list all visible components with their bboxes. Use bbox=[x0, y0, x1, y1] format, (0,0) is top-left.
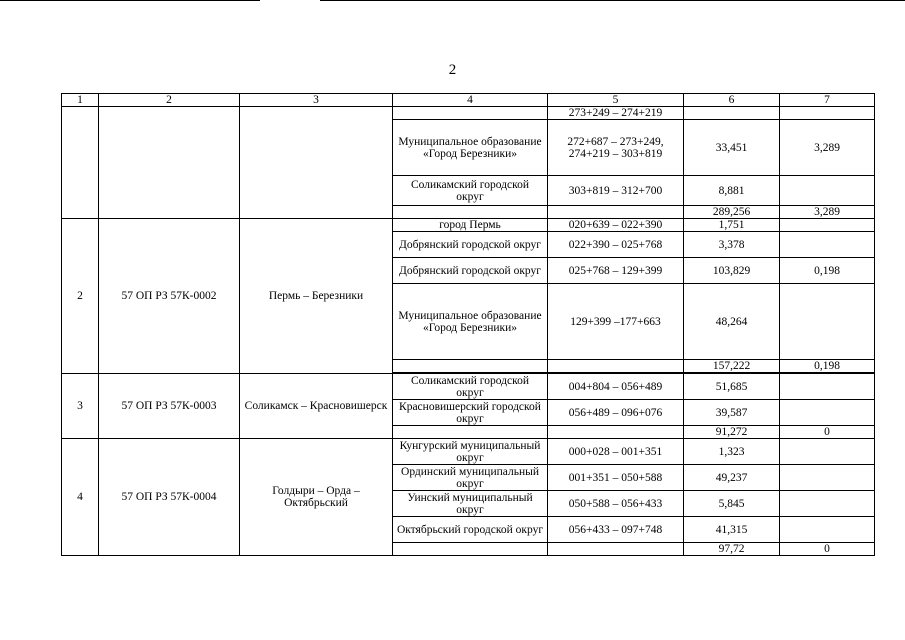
value-cell bbox=[780, 107, 875, 120]
municipality-cell: Красновишерский городской округ bbox=[393, 400, 548, 426]
km-cell: 050+588 – 056+433 bbox=[548, 491, 684, 517]
value-cell: 3,289 bbox=[780, 120, 875, 176]
road-name-cell: Пермь – Березники bbox=[240, 219, 393, 374]
value-cell bbox=[780, 232, 875, 258]
table-row bbox=[62, 439, 875, 465]
total-value-cell: 0 bbox=[780, 543, 875, 556]
value-cell bbox=[780, 284, 875, 360]
road-number-cell: 3 bbox=[62, 374, 99, 439]
total-length-cell: 289,256 bbox=[684, 206, 780, 219]
length-cell bbox=[684, 107, 780, 120]
road-code-cell: 57 ОП РЗ 57К-0003 bbox=[99, 374, 240, 439]
road-code-cell: 57 ОП РЗ 57К-0002 bbox=[99, 219, 240, 374]
header-cell: 7 bbox=[780, 94, 875, 107]
road-number-cell: 4 bbox=[62, 439, 99, 556]
km-cell: 129+399 –177+663 bbox=[548, 284, 684, 360]
municipality-cell: Октябрьский городской округ bbox=[393, 517, 548, 543]
road-code-cell bbox=[99, 107, 240, 219]
table-row bbox=[62, 374, 875, 400]
length-cell: 51,685 bbox=[684, 374, 780, 400]
header-row bbox=[62, 94, 875, 107]
scan-edge-line-right bbox=[320, 0, 905, 1]
km-cell: 303+819 – 312+700 bbox=[548, 176, 684, 206]
municipality-cell: Кунгурский муниципальный округ bbox=[393, 439, 548, 465]
km-cell: 020+639 – 022+390 bbox=[548, 219, 684, 232]
total-length-cell: 91,272 bbox=[684, 426, 780, 439]
length-cell: 1,323 bbox=[684, 439, 780, 465]
km-cell bbox=[548, 360, 684, 373]
length-cell: 33,451 bbox=[684, 120, 780, 176]
municipality-cell: Ординский муниципальный округ bbox=[393, 465, 548, 491]
value-cell bbox=[780, 400, 875, 426]
municipality-cell: Муниципальное образование «Город Березники» bbox=[393, 284, 548, 360]
km-cell: 001+351 – 050+588 bbox=[548, 465, 684, 491]
length-cell: 3,378 bbox=[684, 232, 780, 258]
length-cell: 41,315 bbox=[684, 517, 780, 543]
total-length-cell: 157,222 bbox=[684, 360, 780, 373]
municipality-cell: Добрянский городской округ bbox=[393, 232, 548, 258]
header-cell: 5 bbox=[548, 94, 684, 107]
municipality-cell: Добрянский городской округ bbox=[393, 258, 548, 284]
length-cell: 8,881 bbox=[684, 176, 780, 206]
length-cell: 103,829 bbox=[684, 258, 780, 284]
value-cell bbox=[780, 439, 875, 465]
municipality-cell: Уинский муниципальный округ bbox=[393, 491, 548, 517]
municipality-cell bbox=[393, 543, 548, 556]
roads-table bbox=[61, 93, 875, 556]
km-cell: 056+433 – 097+748 bbox=[548, 517, 684, 543]
total-value-cell: 3,289 bbox=[780, 206, 875, 219]
municipality-cell: Муниципальное образование «Город Березники» bbox=[393, 120, 548, 176]
road-code-cell: 57 ОП РЗ 57К-0004 bbox=[99, 439, 240, 556]
road-name-cell: Голдыри – Орда – Октябрьский bbox=[240, 439, 393, 556]
header-cell: 1 bbox=[62, 94, 99, 107]
km-cell: 272+687 – 273+249, 274+219 – 303+819 bbox=[548, 120, 684, 176]
header-cell: 2 bbox=[99, 94, 240, 107]
table-row bbox=[62, 219, 875, 232]
length-cell: 5,845 bbox=[684, 491, 780, 517]
km-cell bbox=[548, 543, 684, 556]
road-name-cell bbox=[240, 107, 393, 219]
municipality-cell: Соликамский городской округ bbox=[393, 176, 548, 206]
municipality-cell bbox=[393, 107, 548, 120]
km-cell: 022+390 – 025+768 bbox=[548, 232, 684, 258]
value-cell bbox=[780, 374, 875, 400]
municipality-cell bbox=[393, 426, 548, 439]
scan-edge-line-left bbox=[0, 0, 260, 1]
municipality-cell bbox=[393, 206, 548, 219]
km-cell: 025+768 – 129+399 bbox=[548, 258, 684, 284]
value-cell bbox=[780, 465, 875, 491]
total-length-cell: 97,72 bbox=[684, 543, 780, 556]
value-cell bbox=[780, 517, 875, 543]
value-cell bbox=[780, 176, 875, 206]
page-number: 2 bbox=[448, 62, 457, 78]
total-value-cell: 0,198 bbox=[780, 360, 875, 373]
municipality-cell bbox=[393, 360, 548, 373]
municipality-cell: город Пермь bbox=[393, 219, 548, 232]
value-cell: 0,198 bbox=[780, 258, 875, 284]
km-cell: 000+028 – 001+351 bbox=[548, 439, 684, 465]
header-cell: 6 bbox=[684, 94, 780, 107]
value-cell bbox=[780, 491, 875, 517]
length-cell: 49,237 bbox=[684, 465, 780, 491]
value-cell bbox=[780, 219, 875, 232]
km-cell bbox=[548, 206, 684, 219]
length-cell: 48,264 bbox=[684, 284, 780, 360]
length-cell: 39,587 bbox=[684, 400, 780, 426]
km-cell: 004+804 – 056+489 bbox=[548, 374, 684, 400]
header-cell: 3 bbox=[240, 94, 393, 107]
municipality-cell: Соликамский городской округ bbox=[393, 374, 548, 400]
total-value-cell: 0 bbox=[780, 426, 875, 439]
road-number-cell: 2 bbox=[62, 219, 99, 374]
km-cell: 273+249 – 274+219 bbox=[548, 107, 684, 120]
km-cell bbox=[548, 426, 684, 439]
km-cell: 056+489 – 096+076 bbox=[548, 400, 684, 426]
road-name-cell: Соликамск – Красновишерск bbox=[240, 374, 393, 439]
table-row bbox=[62, 107, 875, 120]
road-number-cell bbox=[62, 107, 99, 219]
header-cell: 4 bbox=[393, 94, 548, 107]
length-cell: 1,751 bbox=[684, 219, 780, 232]
